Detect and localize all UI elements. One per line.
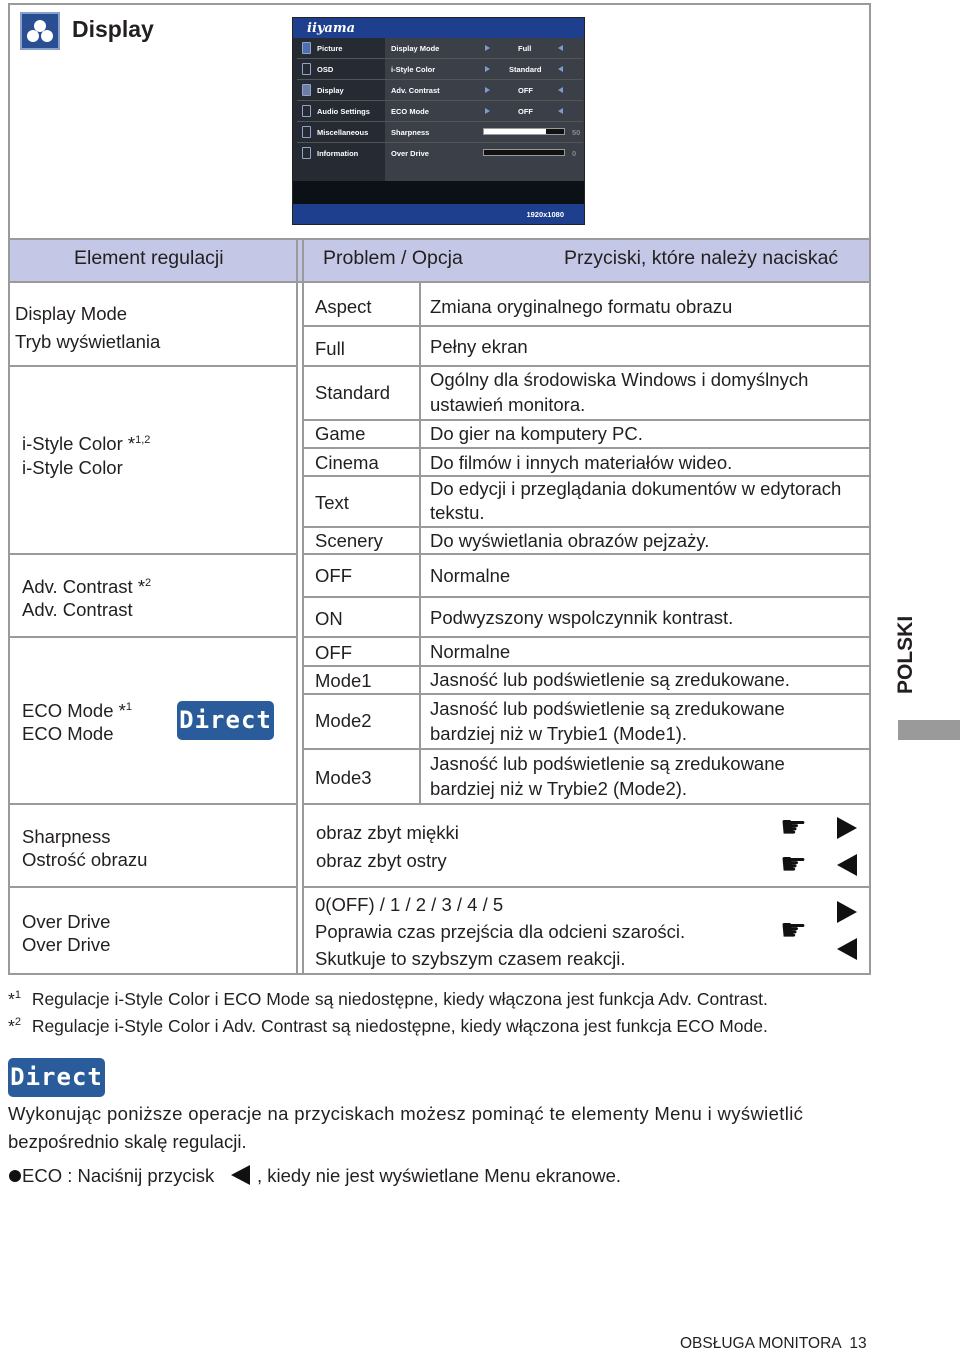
triangle-right-icon <box>837 817 857 839</box>
desc-eco-off: Normalne <box>430 641 511 662</box>
desc-standard-2: ustawień monitora. <box>430 394 586 415</box>
page-title: Display <box>72 16 154 42</box>
eco-mode-label-pl: ECO Mode <box>22 723 114 744</box>
sharpness-label: Sharpness <box>22 826 111 847</box>
desc-adv-off: Normalne <box>430 565 511 586</box>
sharpness-label-pl: Ostrość obrazu <box>22 849 148 870</box>
option-scenery: Scenery <box>315 530 383 551</box>
desc-standard-1: Ogólny dla środowiska Windows i domyślnych <box>430 369 809 390</box>
sharp-soft: obraz zbyt miękki <box>316 822 459 843</box>
osd-row-info[interactable]: Information Over Drive 0 <box>297 144 583 163</box>
direct-para-1: Wykonując poniższe operacje na przyciskach możesz pominąć te elementy Menu i wyświetlić <box>8 1103 804 1124</box>
sharp-sharp: obraz zbyt ostry <box>316 850 447 871</box>
desc-game: Do gier na komputery PC. <box>430 423 643 444</box>
overdrive-bar[interactable] <box>483 149 565 156</box>
osd-row-misc[interactable]: Miscellaneous Sharpness 50 <box>297 123 583 142</box>
desc-cinema: Do filmów i innych materiałów wideo. <box>430 452 733 473</box>
option-cinema: Cinema <box>315 452 379 473</box>
pointing-hand-icon: ☛ <box>780 914 807 947</box>
desc-adv-on: Podwyzszony wspolczynnik kontrast. <box>430 607 734 628</box>
eco-direct-suffix: , kiedy nie jest wyświetlane Menu ekranowe. <box>257 1165 622 1186</box>
bullet-icon <box>9 1170 21 1182</box>
overdrive-values: 0(OFF) / 1 / 2 / 3 / 4 / 5 <box>315 894 504 915</box>
triangle-left-icon <box>231 1165 250 1185</box>
sharpness-bar[interactable] <box>483 128 565 135</box>
eco-direct-prefix: ECO : Naciśnij przycisk <box>22 1165 215 1186</box>
adv-contrast-label-pl: Adv. Contrast <box>22 599 133 620</box>
desc-aspect: Zmiana oryginalnego formatu obrazu <box>430 296 733 317</box>
col-header-problem: Problem / Opcja <box>323 247 463 269</box>
side-tab-bar <box>898 720 960 740</box>
direct-badge: Direct <box>8 1058 105 1097</box>
option-mode1: Mode1 <box>315 670 372 691</box>
istyle-label-pl: i-Style Color <box>22 457 123 478</box>
footnote-2: *$^2$ Regulacje i-Style Color i Adv. Contrast są niedostępne, kiedy włączona jest funkcja ECO Mode. <box>8 1016 768 1036</box>
option-standard: Standard <box>315 382 391 403</box>
col-header-buttons: Przyciski, które należy naciskać <box>564 247 839 269</box>
display-icon <box>20 12 60 50</box>
desc-full: Pełny ekran <box>430 336 528 357</box>
footnote-1: *$^1$ Regulacje i-Style Color i ECO Mode są niedostępne, kiedy włączona jest funkcja Adv. Contrast. <box>8 989 768 1009</box>
osd-row-audio[interactable]: Audio Settings ECO Mode OFF <box>297 102 583 121</box>
overdrive-desc-2: Skutkuje to szybszym czasem reakcji. <box>315 948 626 969</box>
osd-logo: iiyama <box>307 21 356 36</box>
display-mode-label: Display Mode <box>15 303 128 324</box>
option-mode2: Mode2 <box>315 710 372 731</box>
desc-mode3-2: bardziej niż w Trybie2 (Mode2). <box>430 778 688 799</box>
desc-text-1: Do edycji i przeglądania dokumentów w edytorach <box>430 478 842 499</box>
option-text: Text <box>315 492 349 513</box>
option-game: Game <box>315 423 366 444</box>
pointing-hand-icon: ☛ <box>780 811 807 844</box>
option-eco-off: OFF <box>315 642 352 663</box>
desc-text-2: tekstu. <box>430 502 485 523</box>
desc-mode2-2: bardziej niż w Trybie1 (Mode1). <box>430 723 688 744</box>
pointing-hand-icon: ☛ <box>780 848 807 881</box>
istyle-label: i-Style Color *$^{1,2}$ <box>22 433 151 454</box>
sharpness-bar-fill <box>484 129 546 134</box>
triangle-right-icon <box>837 901 857 923</box>
osd-row-osd[interactable]: OSD i-Style Color Standard <box>297 60 583 79</box>
desc-mode1: Jasność lub podświetlenie są zredukowane. <box>430 669 790 690</box>
option-mode3: Mode3 <box>315 767 372 788</box>
overdrive-label-pl: Over Drive <box>22 934 111 955</box>
page-footer: OBSŁUGA MONITORA 13 <box>680 1335 867 1352</box>
direct-para-2: bezpośrednio skalę regulacji. <box>8 1131 247 1152</box>
osd-row-picture[interactable]: Picture Display Mode Full <box>297 39 583 58</box>
desc-scenery: Do wyświetlania obrazów pejzaży. <box>430 530 710 551</box>
option-adv-on: ON <box>315 608 343 629</box>
eco-mode-label: ECO Mode *$^1$ <box>22 700 132 721</box>
option-aspect: Aspect <box>315 296 372 317</box>
overdrive-label: Over Drive <box>22 911 111 932</box>
overdrive-desc-1: Poprawia czas przejścia dla odcieni szarości. <box>315 921 686 942</box>
option-full: Full <box>315 338 345 359</box>
osd-row-display[interactable]: Display Adv. Contrast OFF <box>297 81 583 100</box>
display-mode-label-pl: Tryb wyświetlania <box>15 331 161 352</box>
col-header-element: Element regulacji <box>74 247 224 269</box>
option-adv-off: OFF <box>315 565 352 586</box>
adv-contrast-label: Adv. Contrast *$^2$ <box>22 576 152 597</box>
side-tab-label: POLSKI <box>894 615 917 694</box>
desc-mode2-1: Jasność lub podświetlenie są zredukowane <box>430 698 785 719</box>
desc-mode3-1: Jasność lub podświetlenie są zredukowane <box>430 753 785 774</box>
triangle-left-icon <box>837 854 857 876</box>
triangle-left-icon <box>837 938 857 960</box>
direct-badge-eco: Direct <box>177 701 274 740</box>
osd-resolution: 1920x1080 <box>526 210 564 219</box>
